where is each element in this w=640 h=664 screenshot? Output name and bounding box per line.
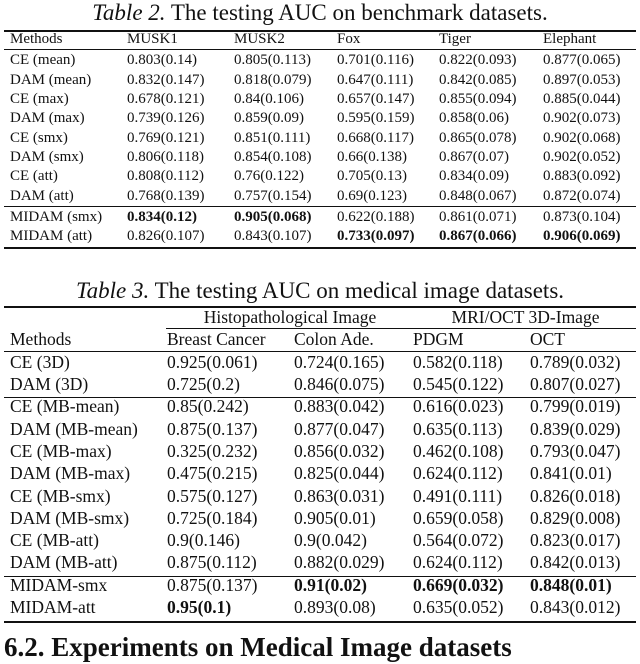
table-cell: 0.873(0.104) xyxy=(543,208,621,225)
table-cell: 0.575(0.127) xyxy=(167,485,258,506)
table-cell: 0.861(0.071) xyxy=(439,208,517,225)
table-row xyxy=(10,49,638,70)
table-row xyxy=(10,373,638,395)
table-cell: 0.872(0.074) xyxy=(543,187,621,204)
table-cell: 0.9(0.146) xyxy=(167,530,240,551)
table-cell: CE (mean) xyxy=(10,52,76,69)
table-cell: DAM (3D) xyxy=(10,374,89,395)
table-cell: 0.839(0.029) xyxy=(530,418,621,439)
table3-header-cell: Colon Ade. xyxy=(294,329,374,350)
table-cell: 0.867(0.07) xyxy=(439,148,509,165)
table-row xyxy=(10,417,638,439)
table-cell: 0.859(0.09) xyxy=(234,110,304,127)
table-cell: 0.616(0.023) xyxy=(413,396,504,417)
table-cell: 0.66(0.138) xyxy=(337,148,407,165)
table-cell: 0.647(0.111) xyxy=(337,71,414,88)
table-row xyxy=(10,227,638,246)
table-cell: MIDAM (att) xyxy=(10,228,93,245)
table-cell: DAM (MB-att) xyxy=(10,552,118,573)
table-cell: 0.902(0.068) xyxy=(543,129,621,146)
table3-bottom-rule xyxy=(4,621,636,623)
table-cell: 0.826(0.107) xyxy=(127,228,205,245)
table-cell: 0.905(0.01) xyxy=(294,507,376,528)
table-cell: 0.803(0.14) xyxy=(127,52,197,69)
table-row xyxy=(10,484,638,506)
table-cell: 0.829(0.008) xyxy=(530,507,621,528)
table-cell: 0.883(0.042) xyxy=(294,396,385,417)
table-cell: 0.825(0.044) xyxy=(294,463,385,484)
table-cell: 0.582(0.118) xyxy=(413,351,503,372)
table-cell: 0.875(0.112) xyxy=(167,552,257,573)
table-row xyxy=(10,71,638,90)
table-cell: CE (MB-mean) xyxy=(10,396,120,417)
table3-header-cell: OCT xyxy=(530,329,565,350)
table-cell: 0.545(0.122) xyxy=(413,374,504,395)
table2-header-cell: Methods xyxy=(10,31,63,48)
table-row xyxy=(10,90,638,109)
table-cell: 0.622(0.188) xyxy=(337,208,415,225)
table-cell: CE (3D) xyxy=(10,351,70,372)
table-row xyxy=(10,574,638,596)
table-cell: 0.635(0.113) xyxy=(413,418,503,439)
table-cell: DAM (MB-max) xyxy=(10,463,131,484)
table3-group-header: MRI/OCT 3D-Image xyxy=(451,307,600,328)
table-cell: 0.657(0.147) xyxy=(337,91,415,108)
table3-header-row xyxy=(10,328,638,350)
table-cell: 0.668(0.117) xyxy=(337,129,414,146)
table-cell: DAM (MB-mean) xyxy=(10,418,138,439)
table3-group-header-row xyxy=(10,306,638,328)
table-cell: 0.848(0.067) xyxy=(439,187,517,204)
table-cell: CE (max) xyxy=(10,91,69,108)
table-cell: CE (att) xyxy=(10,168,58,185)
table-cell: 0.807(0.027) xyxy=(530,374,621,395)
table-cell: 0.902(0.052) xyxy=(543,148,621,165)
table-cell: 0.877(0.065) xyxy=(543,52,621,69)
table-cell: 0.9(0.042) xyxy=(294,530,367,551)
table-row xyxy=(10,206,638,227)
table-cell-best: 0.905(0.068) xyxy=(234,208,312,225)
table-row xyxy=(10,507,638,529)
table-cell: 0.883(0.092) xyxy=(543,168,621,185)
table2-bottom-rule xyxy=(4,247,636,249)
table-cell: 0.875(0.137) xyxy=(167,418,258,439)
table-row xyxy=(10,128,638,147)
table-cell: 0.818(0.079) xyxy=(234,71,312,88)
table-cell-best: 0.669(0.032) xyxy=(413,574,504,595)
table-cell: 0.76(0.122) xyxy=(234,168,304,185)
table-cell: 0.897(0.053) xyxy=(543,71,621,88)
table-cell: 0.678(0.121) xyxy=(127,91,205,108)
table-cell: MIDAM-smx xyxy=(10,574,108,595)
table-cell: CE (MB-smx) xyxy=(10,485,111,506)
table-cell: CE (MB-att) xyxy=(10,530,99,551)
table-cell: 0.842(0.085) xyxy=(439,71,517,88)
table-cell-best: 0.848(0.01) xyxy=(530,574,612,595)
table-cell: 0.799(0.019) xyxy=(530,396,621,417)
table2-caption xyxy=(0,0,640,26)
table-cell-best: 0.906(0.069) xyxy=(543,228,621,245)
table2-header-cell: Elephant xyxy=(543,31,597,48)
table-row xyxy=(10,551,638,573)
table-cell: 0.724(0.165) xyxy=(294,351,385,372)
table-cell-best: 0.95(0.1) xyxy=(167,597,232,617)
table-row xyxy=(10,529,638,551)
table-row xyxy=(10,596,638,618)
table2-header-cell: Fox xyxy=(337,31,361,48)
table-cell-best: 0.91(0.02) xyxy=(294,574,367,595)
table-cell: 0.768(0.139) xyxy=(127,187,205,204)
table2-header-cell: MUSK1 xyxy=(127,31,178,48)
table-cell: 0.491(0.111) xyxy=(413,485,503,506)
table-cell-best: 0.834(0.12) xyxy=(127,208,197,225)
table2-header-cell: Tiger xyxy=(439,31,471,48)
table-cell: 0.925(0.061) xyxy=(167,351,258,372)
table-row xyxy=(10,462,638,484)
table3 xyxy=(10,306,638,618)
table-cell: 0.805(0.113) xyxy=(234,52,311,69)
table-cell: 0.85(0.242) xyxy=(167,396,249,417)
table-row xyxy=(10,167,638,186)
table-cell: DAM (smx) xyxy=(10,148,84,165)
table-cell: 0.846(0.075) xyxy=(294,374,385,395)
table-row xyxy=(10,109,638,128)
table3-header-cell: Breast Cancer xyxy=(167,329,266,350)
table-cell: CE (MB-max) xyxy=(10,440,112,461)
table-cell: 0.832(0.147) xyxy=(127,71,205,88)
table3-caption xyxy=(0,278,640,304)
table-cell: 0.854(0.108) xyxy=(234,148,312,165)
table-cell: 0.757(0.154) xyxy=(234,187,312,204)
table-cell-best: 0.867(0.066) xyxy=(439,228,517,245)
table-cell: 0.793(0.047) xyxy=(530,440,621,461)
table-cell: 0.624(0.112) xyxy=(413,552,503,573)
table3-header-cell: PDGM xyxy=(413,329,464,350)
table-row xyxy=(10,148,638,167)
table-cell: 0.595(0.159) xyxy=(337,110,415,127)
table-cell: 0.842(0.013) xyxy=(530,552,621,573)
section-heading: 6.2. Experiments on Medical Image datasets xyxy=(4,632,512,662)
table-row xyxy=(10,395,638,417)
table-cell: 0.659(0.058) xyxy=(413,507,504,528)
table-cell: 0.858(0.06) xyxy=(439,110,509,127)
table-cell: CE (smx) xyxy=(10,129,68,146)
table-cell: 0.863(0.031) xyxy=(294,485,385,506)
table3-caption-label: Table 3. xyxy=(75,278,150,303)
table2-header-row xyxy=(10,30,638,49)
table-cell: 0.84(0.106) xyxy=(234,91,304,108)
table-cell: 0.875(0.137) xyxy=(167,574,258,595)
table-cell: 0.624(0.112) xyxy=(413,463,503,484)
table-cell: 0.806(0.118) xyxy=(127,148,204,165)
table-cell: 0.865(0.078) xyxy=(439,129,517,146)
table-cell: 0.564(0.072) xyxy=(413,530,504,551)
table-cell: 0.325(0.232) xyxy=(167,440,258,461)
table-cell: 0.841(0.01) xyxy=(530,463,612,484)
table-cell: 0.769(0.121) xyxy=(127,129,205,146)
table-cell: 0.789(0.032) xyxy=(530,351,621,372)
table2 xyxy=(10,30,638,246)
table-cell: DAM (att) xyxy=(10,187,74,204)
table-row xyxy=(10,351,638,373)
table-cell: 0.877(0.047) xyxy=(294,418,385,439)
table-cell: 0.834(0.09) xyxy=(439,168,509,185)
table-cell: 0.725(0.184) xyxy=(167,507,258,528)
table-cell: 0.823(0.017) xyxy=(530,530,621,551)
table-cell: 0.69(0.123) xyxy=(337,187,407,204)
table-cell: DAM (max) xyxy=(10,110,85,127)
table-cell-best: 0.733(0.097) xyxy=(337,228,415,245)
table-cell: 0.902(0.073) xyxy=(543,110,621,127)
table-cell: 0.855(0.094) xyxy=(439,91,517,108)
table-cell: 0.462(0.108) xyxy=(413,440,504,461)
table2-header-cell: MUSK2 xyxy=(234,31,285,48)
table-cell: 0.882(0.029) xyxy=(294,552,385,573)
table-cell: 0.851(0.111) xyxy=(234,129,311,146)
table3-caption-text: The testing AUC on medical image datasets. xyxy=(154,278,565,303)
table-cell: 0.843(0.107) xyxy=(234,228,312,245)
table2-caption-label: Table 2. xyxy=(92,0,166,25)
table-cell: 0.822(0.093) xyxy=(439,52,517,69)
table-cell: DAM (mean) xyxy=(10,71,92,88)
table-row xyxy=(10,440,638,462)
table3-header-cell: Methods xyxy=(10,329,72,350)
table-cell: 0.808(0.112) xyxy=(127,168,204,185)
table-cell: 0.475(0.215) xyxy=(167,463,258,484)
table-cell: 0.635(0.052) xyxy=(413,597,504,617)
table-cell: MIDAM (smx) xyxy=(10,208,103,225)
table2-caption-text: The testing AUC on benchmark datasets. xyxy=(170,0,548,25)
table-cell: 0.856(0.032) xyxy=(294,440,385,461)
table-cell: 0.701(0.116) xyxy=(337,52,414,69)
table-cell: 0.725(0.2) xyxy=(167,374,240,395)
table-cell: 0.885(0.044) xyxy=(543,91,621,108)
table-cell: MIDAM-att xyxy=(10,597,96,617)
table-row xyxy=(10,186,638,205)
table-cell: 0.893(0.08) xyxy=(294,597,376,617)
table3-group-header: Histopathological Image xyxy=(203,307,377,328)
table-cell: 0.826(0.018) xyxy=(530,485,621,506)
table-cell: 0.705(0.13) xyxy=(337,168,407,185)
table-cell: 0.843(0.012) xyxy=(530,597,621,617)
table-cell: DAM (MB-smx) xyxy=(10,507,130,528)
table-cell: 0.739(0.126) xyxy=(127,110,205,127)
